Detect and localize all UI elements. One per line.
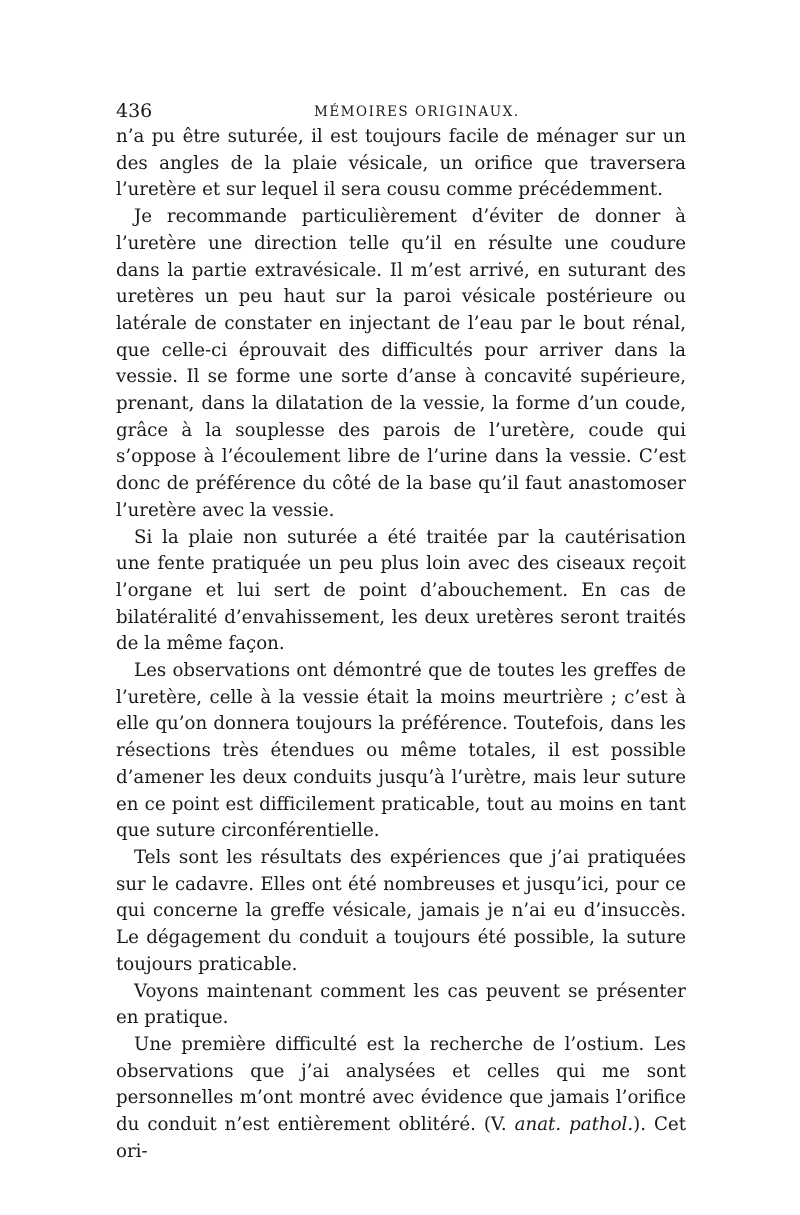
page-number: 436 <box>116 100 153 122</box>
body-text <box>116 124 686 1165</box>
paragraph: Voyons maintenant comment les cas peuvent se présenter en pratique. <box>116 980 686 1029</box>
paragraph: Tels sont les résultats des expériences que j’ai pratiquées sur le cadavre. Elles ont été nombreuses et jusqu’ici, pour ce qui concerne la greffe vésicale, jamais je n’ai eu d’insuccès. Le dégagement du conduit a toujours été possible, la suture toujours praticable. <box>116 846 686 975</box>
paragraph-text: ). Cet ori- <box>116 1114 687 1162</box>
paragraph: n’a pu être suturée, il est toujours facile de ménager sur un des angles de la plaie vésicale, un orifice que traversera l’uretère et sur lequel il sera cousu comme précédemment. <box>116 126 686 201</box>
paragraph: Je recommande particulièrement d’éviter de donner à l’uretère une direction telle qu’il en résulte une coudure dans la partie extravésicale. Il m’est arrivé, en suturant des uretères un peu haut sur la paroi vésicale postérieure ou latérale de constater en injectant de l’eau par le bout rénal, que celle-ci éprouvait des difficultés pour arriver dans la vessie. Il se forme une sorte d’anse à concavité supérieure, prenant, dans la dilatation de la vessie, la forme d’un coude, grâce à la souplesse des parois de l’uretère, coude qui s’oppose à l’écoulement libre de l’urine dans la vessie. C’est donc de préférence du côté de la base qu’il faut anastomoser l’uretère avec la vessie. <box>116 206 686 521</box>
paragraph: Si la plaie non suturée a été traitée par la cautérisation une fente pratiquée un peu plus loin avec des ciseaux reçoit l’organe et lui sert de point d’abouchement. En cas de bilatéralité d’envahissement, les deux uretères seront traités de la même façon. <box>116 526 686 655</box>
page-header <box>116 98 686 124</box>
paragraph <box>116 1032 686 1166</box>
running-title: MÉMOIRES ORIGINAUX. <box>314 104 520 120</box>
paragraph: Les observations ont démontré que de toutes les greffes de l’uretère, celle à la vessie était la moins meurtrière ; c’est à elle qu’on donnera toujours la préférence. Toutefois, dans les résections très étendues ou même totales, il est possible d’amener les deux conduits jusqu’à l’urètre, mais leur suture en ce point est difficilement praticable, tout au moins en tant que suture circonférentielle. <box>116 660 686 842</box>
paragraph-text: Une première difficulté est la recherche de l’ostium. Les observations que j’ai analysées et celles qui me sont personnelles m’ont montré avec évidence que jamais l’orifice du conduit n’est entièrement oblitéré. (V. <box>116 1033 686 1136</box>
italic-reference: anat. pathol. <box>514 1114 634 1136</box>
